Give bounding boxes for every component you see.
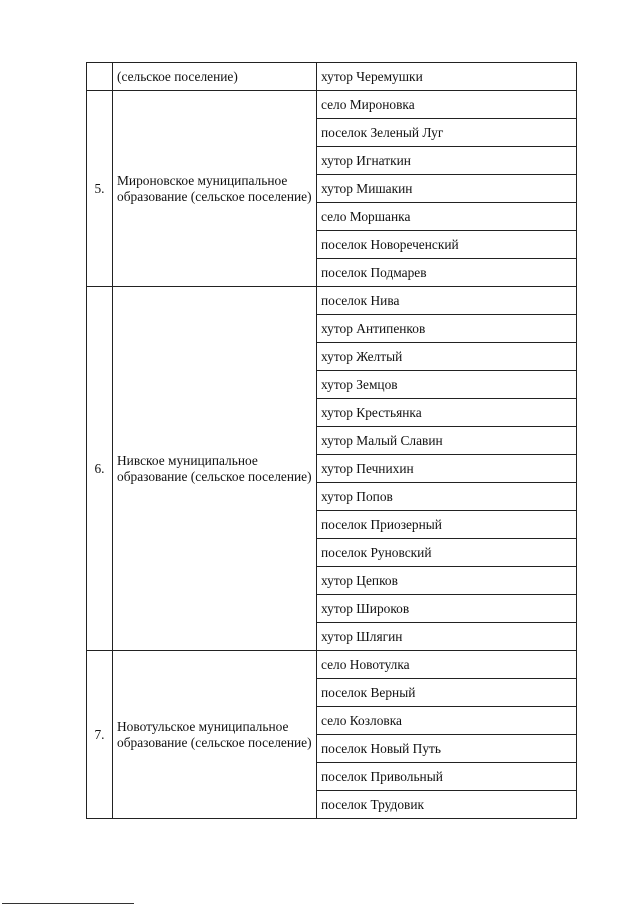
settlement-name: село Моршанка [317, 203, 577, 231]
row-number: 5. [87, 91, 113, 287]
municipality-name: Новотульское муниципальное образование (сельское поселение) [113, 651, 317, 819]
settlement-name: хутор Черемушки [317, 63, 577, 91]
settlement-name: поселок Руновский [317, 539, 577, 567]
settlement-name: хутор Антипенков [317, 315, 577, 343]
settlement-name: село Мироновка [317, 91, 577, 119]
settlement-name: хутор Крестьянка [317, 399, 577, 427]
settlement-name: поселок Привольный [317, 763, 577, 791]
row-number: 7. [87, 651, 113, 819]
settlement-name: поселок Нива [317, 287, 577, 315]
table-row [87, 287, 577, 315]
settlement-name: поселок Новый Путь [317, 735, 577, 763]
settlement-name: хутор Попов [317, 483, 577, 511]
settlement-name: поселок Новореченский [317, 231, 577, 259]
settlement-name: хутор Широков [317, 595, 577, 623]
settlement-name: поселок Подмарев [317, 259, 577, 287]
footnote-rule [2, 903, 134, 904]
municipality-name: Мироновское муниципальное образование (сельское поселение) [113, 91, 317, 287]
settlement-name: хутор Малый Славин [317, 427, 577, 455]
row-number-cell [87, 63, 113, 91]
municipality-name: (сельское поселение) [113, 63, 317, 91]
row-number: 6. [87, 287, 113, 651]
settlement-name: хутор Игнаткин [317, 147, 577, 175]
settlement-name: хутор Шлягин [317, 623, 577, 651]
settlement-name: хутор Мишакин [317, 175, 577, 203]
settlement-name: поселок Верный [317, 679, 577, 707]
settlement-name: поселок Приозерный [317, 511, 577, 539]
settlements-table-body [87, 63, 577, 819]
settlement-name: хутор Желтый [317, 343, 577, 371]
settlement-name: поселок Зеленый Луг [317, 119, 577, 147]
table-row [87, 651, 577, 679]
settlement-name: хутор Земцов [317, 371, 577, 399]
table-row [87, 91, 577, 119]
municipality-name: Нивское муниципальное образование (сельское поселение) [113, 287, 317, 651]
settlement-name: поселок Трудовик [317, 791, 577, 819]
settlement-name: село Козловка [317, 707, 577, 735]
table-row [87, 63, 577, 91]
settlement-name: хутор Печнихин [317, 455, 577, 483]
settlements-table [86, 62, 577, 819]
settlement-name: хутор Цепков [317, 567, 577, 595]
settlement-name: село Новотулка [317, 651, 577, 679]
